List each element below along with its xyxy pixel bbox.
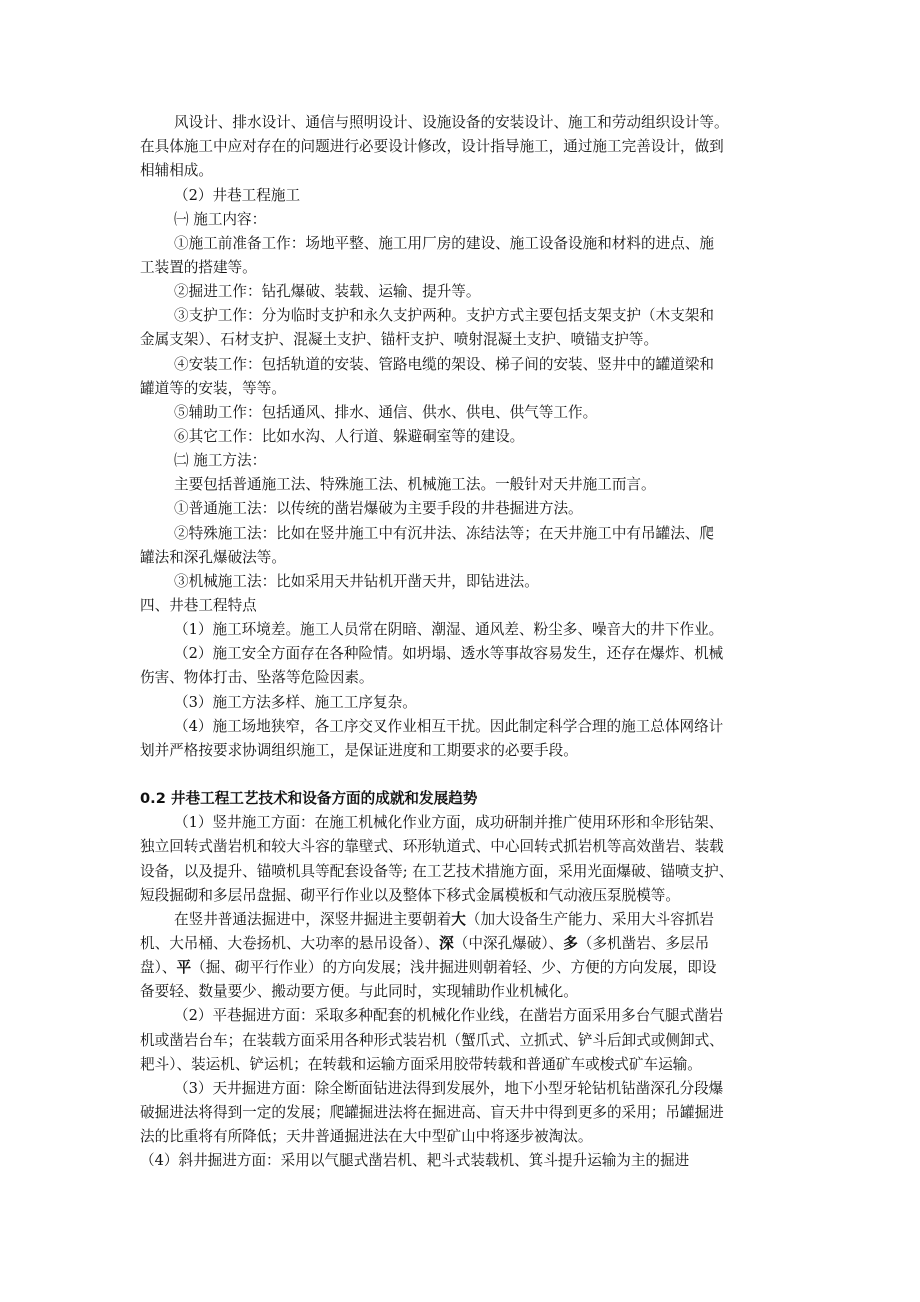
bold-keyword: 多 (563, 935, 578, 952)
text-line: ㈡ 施工方法： (174, 452, 267, 469)
text-run: （掘、砌平行作业）的方向发展；浅井掘进则朝着轻、少、方便的方向发展，即设 (191, 959, 717, 976)
text-line: （3）施工方法多样、施工工序复杂。 (174, 694, 417, 711)
text-line: 罐道等的安装，等等。 (140, 380, 286, 397)
text-line: 法的比重将有所降低；天井普通掘进法在大中型矿山中将逐步被淘汰。 (140, 1128, 593, 1145)
text-line: ②特殊施工法：比如在竖井施工中有沉井法、冻结法等；在天井施工中有吊罐法、爬 (174, 525, 714, 542)
text-line: ①普通施工法：以传统的凿岩爆破为主要手段的井巷掘进方法。 (174, 500, 583, 517)
bold-keyword: 平 (176, 959, 192, 976)
text-run: 机、大吊桶、大卷扬机、大功率的悬吊设备）、 (140, 935, 440, 952)
text-line: 相辅相成。 (140, 162, 213, 179)
text-run: 在竖井普通法掘进中，深竖井掘进主要朝着 (174, 911, 452, 928)
text-line: 机或凿岩台车；在装载方面采用各种形式装岩机（蟹爪式、立抓式、铲斗后卸式或侧卸式、 (140, 1032, 724, 1049)
text-line: 独立回转式凿岩机和较大斗容的靠壁式、环形轨道式、中心回转式抓岩机等高效凿岩、装载 (140, 838, 724, 855)
text-line: ⑥其它工作：比如水沟、人行道、躲避硐室等的建设。 (174, 428, 525, 445)
text-run: （中深孔爆破）、 (453, 935, 564, 952)
text-line: 风设计、排水设计、通信与照明设计、设施设备的安装设计、施工和劳动组织设计等。 (174, 114, 729, 131)
text-line: ④安装工作：包括轨道的安装、管路电缆的架设、梯子间的安装、竖井中的罐道梁和 (174, 356, 714, 373)
text-line: 短段掘砌和多层吊盘掘、砌平行作业以及整体下移式金属模板和气动液压泵脱模等。 (140, 887, 680, 904)
text-line: 罐法和深孔爆破法等。 (140, 549, 286, 566)
text-line: ①施工前准备工作：场地平整、施工用厂房的建设、施工设备设施和材料的进点、施 (174, 235, 714, 252)
text-line: 破掘进法将得到一定的发展；爬罐掘进法将在掘进高、盲天井中得到更多的采用；吊罐掘进 (140, 1104, 724, 1121)
text-line: ③支护工作：分为临时支护和永久支护两种。支护方式主要包括支架支护（木支架和 (174, 307, 714, 324)
text-line: ⑤辅助工作：包括通风、排水、通信、供水、供电、供气等工作。 (174, 404, 598, 421)
text-line: 耙斗）、装运机、铲运机；在转载和运输方面采用胶带转载和普通矿车或梭式矿车运输。 (140, 1056, 702, 1073)
bold-keyword: 深 (439, 935, 454, 952)
text-line: （4）施工场地狭窄，各工序交叉作业相互干扰。因此制定科学合理的施工总体网络计 (174, 718, 724, 735)
text-line: （1）施工环境差。施工人员常在阴暗、潮湿、通风差、粉尘多、噪音大的井下作业。 (174, 621, 724, 638)
text-line: ③机械施工法：比如采用天井钻机开凿天井，即钻进法。 (174, 573, 539, 590)
text-line: （3）天井掘进方面：除全断面钻进法得到发展外，地下小型牙轮钻机钻凿深孔分段爆 (174, 1080, 724, 1097)
text-line (140, 934, 709, 954)
text-run: （多机凿岩、多层吊 (577, 935, 710, 952)
text-run: 盘）、 (140, 959, 177, 976)
text-run: （加大设备生产能力、采用大斗容抓岩 (465, 911, 715, 928)
text-line: （2）平巷掘进方面：采取多种配套的机械化作业线，在凿岩方面采用多台气腿式凿岩 (174, 1007, 724, 1024)
subheading: 四、井巷工程特点 (140, 597, 257, 614)
text-line: 备要轻、数量要少、搬动要方便。与此同时，实现辅助作业机械化。 (140, 983, 578, 1000)
text-line (140, 958, 716, 978)
text-line: （1）竖井施工方面：在施工机械化作业方面，成功研制并推广使用环形和伞形钻架、 (174, 814, 724, 831)
text-line: （2）施工安全方面存在各种险情。如坍塌、透水等事故容易发生，还存在爆炸、机械 (174, 645, 724, 662)
text-line: 在具体施工中应对存在的问题进行必要设计修改，设计指导施工，通过施工完善设计，做到 (140, 138, 724, 155)
subheading: （2）井巷工程施工 (174, 187, 301, 204)
text-line: ㈠ 施工内容： (174, 211, 267, 228)
text-line: 设备，以及提升、锚喷机具等配套设备等; 在工艺技术措施方面，采用光面爆破、锚喷支护、 (140, 863, 734, 880)
text-line: （4）斜井掘进方面：采用以气腿式凿岩机、耙斗式装载机、箕斗提升运输为主的掘进 (140, 1152, 690, 1169)
text-line: 金属支架）、石材支护、混凝土支护、锚杆支护、喷射混凝土支护、喷锚支护等。 (140, 331, 659, 348)
text-line: 主要包括普通施工法、特殊施工法、机械施工法。一般针对天井施工而言。 (174, 476, 656, 493)
bold-keyword: 大 (451, 911, 466, 928)
text-line: ②掘进工作：钻孔爆破、装载、运输、提升等。 (174, 283, 481, 300)
text-line: 伤害、物体打击、坠落等危险因素。 (140, 669, 374, 686)
text-line (174, 910, 714, 930)
text-line: 工装置的搭建等。 (140, 259, 257, 276)
text-line: 划并严格按要求协调组织施工，是保证进度和工期要求的必要手段。 (140, 742, 578, 759)
section-heading: 0.2 井巷工程工艺技术和设备方面的成就和发展趋势 (140, 790, 478, 807)
